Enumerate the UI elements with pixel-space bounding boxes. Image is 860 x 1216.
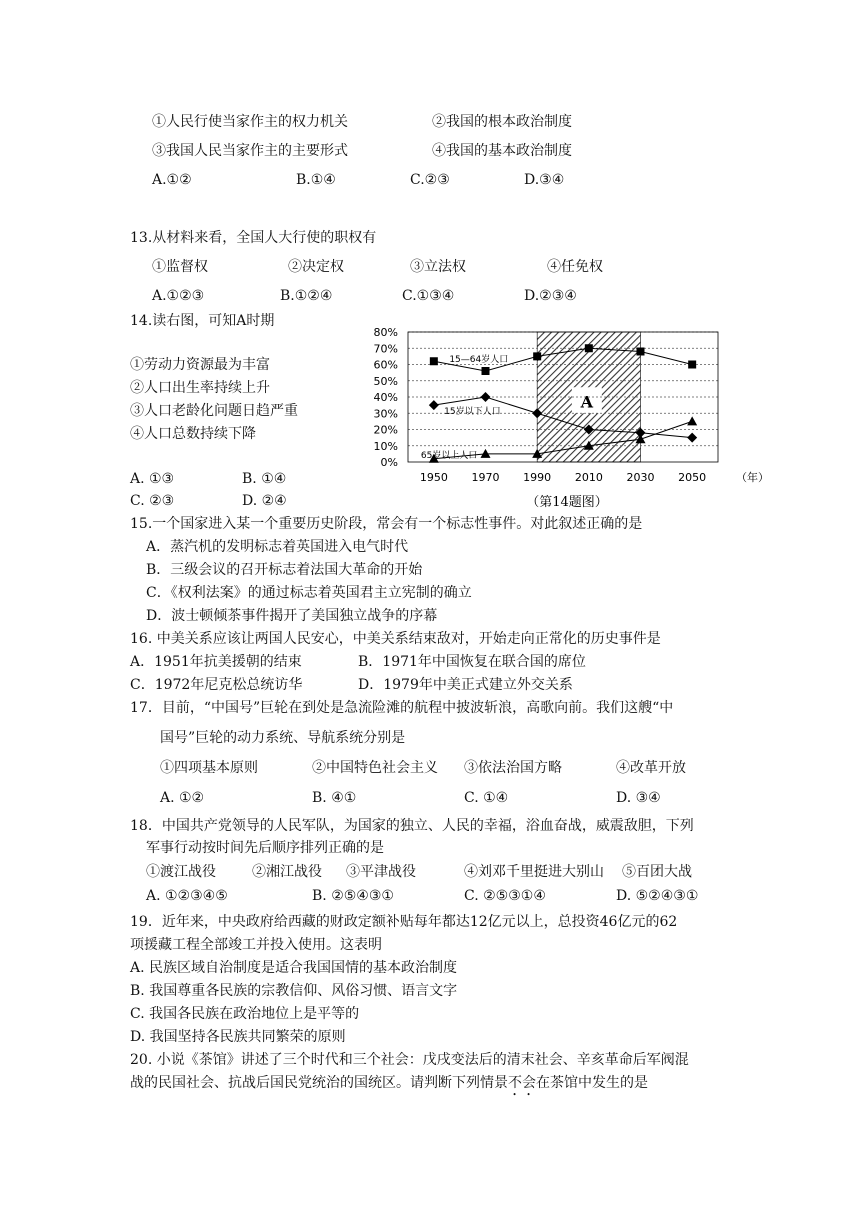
q14-item-2: ②人口出生率持续上升 [130, 380, 270, 396]
series-label: 65岁以上人口 [420, 450, 478, 461]
series-label: 15—64岁人口 [449, 355, 509, 365]
q20-stem-text-b: 在茶馆中发生的是 [536, 1075, 648, 1091]
q18-item-4: ④刘邓千里挺进大别山 [464, 864, 604, 880]
x-tick-label: 1950 [419, 471, 448, 484]
q14-item-1: ①劳动力资源最为丰富 [130, 357, 270, 373]
q18-option-b: B. ②⑤④③① [312, 888, 394, 904]
q15-option-d: D．波士顿倾茶事件揭开了美国独立战争的序幕 [146, 608, 438, 624]
q20-stem-line-1: 20. 小说《茶馆》讲述了三个时代和三个社会：戊戌变法后的清末社会、辛亥革命后军阀混 [130, 1052, 689, 1068]
q17-option-a: A. ①② [160, 790, 205, 806]
q15-option-a: A．蒸汽机的发明标志着英国进入电气时代 [146, 539, 409, 555]
q18-option-c: C. ②⑤③①④ [464, 888, 546, 904]
q14-item-4: ④人口总数持续下降 [130, 426, 256, 442]
data-point-diamond [429, 400, 439, 410]
q17-option-b: B. ④① [312, 790, 357, 806]
q17-option-c: C. ①④ [464, 790, 509, 806]
q14-option-c: C. ②③ [130, 493, 175, 509]
q12-item-3: ③我国人民当家作主的主要形式 [152, 143, 348, 159]
data-point-diamond [687, 433, 697, 443]
q12-option-a: A.①② [152, 172, 192, 188]
x-tick-label: 2010 [574, 471, 603, 484]
y-tick-label: 50% [373, 374, 398, 388]
y-tick-label: 60% [373, 358, 398, 372]
q18-stem-line-1: 18．中国共产党领导的人民军队，为国家的独立、人民的幸福，浴血奋战，威震敌胆，下列 [130, 818, 694, 834]
q14-option-d: D. ②④ [242, 493, 287, 509]
y-tick-label: 80% [373, 326, 398, 339]
data-point-square [585, 344, 593, 352]
q13-option-a: A.①②③ [152, 288, 205, 304]
data-point-square [637, 348, 645, 356]
q19-stem-line-2: 项援藏工程全部竣工并投入使用。这表明 [130, 937, 382, 953]
q19-option-c: C. 我国各民族在政治地位上是平等的 [130, 1006, 360, 1022]
q17-item-4: ④改革开放 [616, 760, 686, 776]
q13-stem: 13.从材料来看，全国人大行使的职权有 [130, 230, 377, 246]
q16-option-a: A．1951年抗美援朝的结束 [130, 654, 302, 670]
y-tick-label: 20% [373, 423, 398, 437]
q12-option-d: D.③④ [524, 172, 565, 188]
q18-item-5: ⑤百团大战 [622, 864, 692, 880]
data-point-square [533, 352, 541, 360]
q14-item-3: ③人口老龄化问题日趋严重 [130, 403, 298, 419]
q12-item-2: ②我国的根本政治制度 [432, 114, 572, 130]
region-label: A [580, 392, 594, 412]
q14-stem: 14.读右图，可知A时期 [130, 313, 275, 329]
y-tick-label: 10% [373, 439, 398, 453]
q13-item-3: ③立法权 [410, 259, 466, 275]
y-tick-label: 30% [373, 407, 398, 421]
data-point-square [482, 367, 490, 375]
series-label: 15岁以下人口 [444, 407, 501, 417]
x-tick-label: 2030 [626, 471, 655, 484]
q14-option-a: A. ①③ [130, 471, 175, 487]
data-point-square [688, 361, 696, 369]
q19-option-b: B. 我国尊重各民族的宗教信仰、风俗习惯、语言文字 [130, 983, 458, 999]
q18-option-d: D. ⑤②④③① [616, 888, 699, 904]
q18-option-a: A. ①②③④⑤ [146, 888, 228, 904]
q15-stem: 15.一个国家进入某一个重要历史阶段，常会有一个标志性事件。对此叙述正确的是 [130, 516, 643, 532]
q16-stem: 16. 中美关系应该让两国人民安心，中美关系结束敌对，开始走向正常化的历史事件是 [130, 631, 661, 647]
y-tick-label: 40% [373, 391, 398, 404]
q20-stem-line-2 [130, 1073, 648, 1099]
y-tick-label: 0% [380, 456, 398, 469]
q18-stem-line-2: 军事行动按时间先后顺序排列正确的是 [146, 840, 384, 856]
q15-option-b: B．三级会议的召开标志着法国大革命的开始 [146, 562, 423, 578]
population-chart [366, 326, 769, 522]
q19-stem-line-1: 19．近年来，中央政府给西藏的财政定额补贴每年都达12亿元以上，总投资46亿元的62 [130, 914, 678, 930]
x-tick-label: 1970 [471, 471, 500, 484]
data-point-triangle [687, 416, 697, 425]
q16-option-b: B．1971年中国恢复在联合国的席位 [358, 654, 586, 670]
q12-item-1: ①人民行使当家作主的权力机关 [152, 114, 348, 130]
q16-option-c: C．1972年尼克松总统访华 [130, 677, 303, 693]
q17-item-1: ①四项基本原则 [160, 760, 258, 776]
q19-option-d: D. 我国坚持各民族共同繁荣的原则 [130, 1029, 346, 1045]
q18-item-3: ③平津战役 [346, 864, 416, 880]
x-tick-label: 1990 [523, 471, 552, 484]
q15-option-c: C．《权利法案》的通过标志着英国君主立宪制的确立 [146, 585, 472, 601]
x-axis-unit: （年） [736, 471, 769, 484]
q13-item-2: ②决定权 [288, 259, 344, 275]
q18-item-2: ②湘江战役 [252, 864, 322, 880]
data-point-square [430, 357, 438, 365]
q16-option-d: D．1979年中美正式建立外交关系 [358, 677, 573, 693]
q14-option-b: B. ①④ [242, 471, 287, 487]
q17-item-2: ②中国特色社会主义 [312, 760, 438, 776]
q17-item-3: ③依法治国方略 [464, 760, 562, 776]
q13-option-c: C.①③④ [402, 288, 455, 304]
q13-option-d: D.②③④ [524, 288, 577, 304]
q12-item-4: ④我国的基本政治制度 [432, 143, 572, 159]
q13-item-4: ④任免权 [547, 259, 603, 275]
q13-option-b: B.①②④ [280, 288, 333, 304]
q18-item-1: ①渡江战役 [146, 864, 216, 880]
q17-stem-line-2: 国号”巨轮的动力系统、导航系统分别是 [160, 730, 406, 746]
q13-item-1: ①监督权 [152, 259, 208, 275]
q12-option-b: B.①④ [296, 172, 336, 188]
y-tick-label: 70% [373, 342, 398, 356]
data-point-diamond [481, 392, 491, 402]
q12-option-c: C.②③ [410, 172, 450, 188]
q19-option-a: A. 民族区域自治制度是适合我国国情的基本政治制度 [130, 960, 458, 976]
chart-caption: （第14题图） [526, 495, 608, 510]
x-tick-label: 2050 [678, 471, 707, 484]
q17-stem-line-1: 17．目前，“中国号”巨轮在到处是急流险滩的航程中披波斩浪，高歌向前。我们这艘“中 [130, 700, 674, 716]
q20-stem-text-a: 战的民国社会、抗战后国民党统治的国统区。请判断下列情景 [130, 1075, 508, 1091]
q17-option-d: D. ③④ [616, 790, 661, 806]
q20-emphasis-text: 不会 [508, 1075, 536, 1091]
